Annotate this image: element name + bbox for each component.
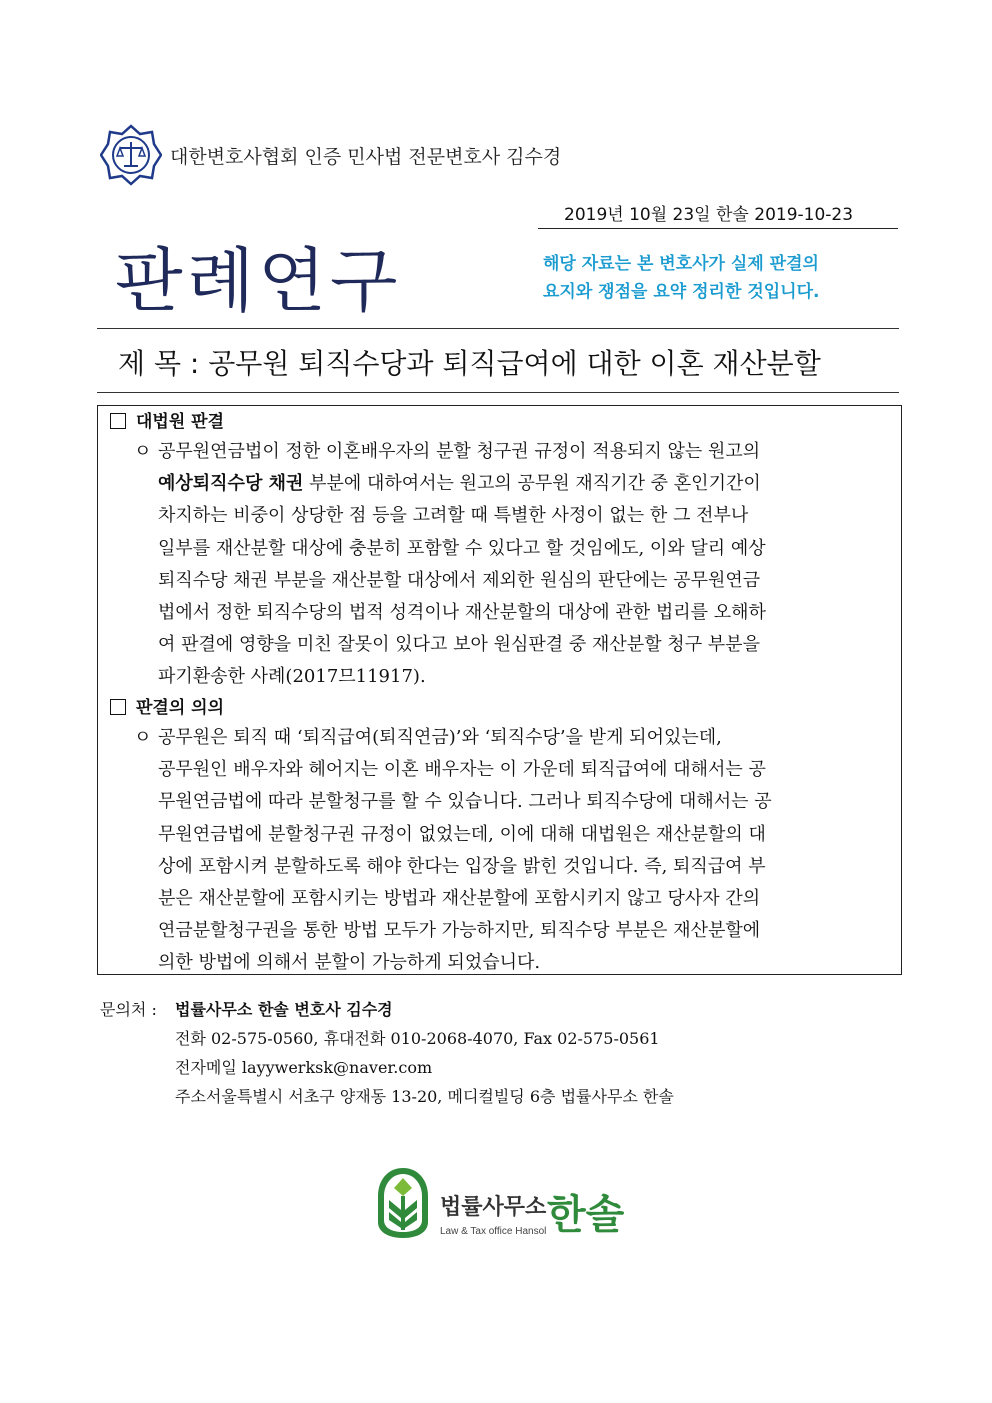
notice-line-1: 해당 자료는 본 변호사가 실제 판결의: [543, 254, 819, 274]
logo-name-small: 법률사무소: [440, 1195, 547, 1220]
contact-email: 전자메일 layywerksk@naver.com: [175, 1058, 433, 1077]
notice-line-2: 요지와 쟁점을 요약 정리한 것입니다.: [543, 282, 820, 302]
attorney-credential: 대한변호사협회 인증 민사법 전문변호사 김수경: [170, 146, 562, 168]
bar-association-seal: [100, 124, 162, 186]
divider-bottom: [97, 392, 899, 393]
checkbox-square-icon: [110, 699, 126, 715]
ruling-paragraph: ㅇ 공무원연금법이 정한 이혼배우자의 분할 청구권 규정이 적용되지 않는 원고의 예상퇴직수당 채권 부분에 대하여서는 원고의 공무원 재직기간 중 혼인기간이 차지하는 비중이 상당한 점 등을 고려할 때 특별한 사정이 없는 한 그 전부나 일부를 재산분할 대상에 충분히 포함할 수 있다고 할 것임에도, 이와 달리 예상 퇴직수당 채권 부분을 재산분할 대상에서 제외한 원심의 판단에는 공무원연금 법에서 정한 퇴직수당의 법적 성격이나 재산분할의 대상에 관한 법리를 오해하 여 판결에 영향을 미친 잘못이 있다고 보아 원심판결 중 재산분할 청구 부분을 파기환송한 사례(2017므11917).: [134, 436, 896, 694]
emphasis-text: 예상퇴직수당 채권: [158, 473, 304, 495]
date-line: 2019년 10월 23일 한솔 2019-10-23: [538, 200, 898, 229]
meaning-paragraph: ㅇ 공무원은 퇴직 때 ‘퇴직급여(퇴직연금)’와 ‘퇴직수당’을 받게 되어있는데, 공무원인 배우자와 헤어지는 이혼 배우자는 이 가운데 퇴직급여에 대해서는 공 무원연금법에 따라 분할청구를 할 수 있습니다. 그러나 퇴직수당에 대해서는 공 무원연금법에 분할청구권 규정이 없었는데, 이에 대해 대법원은 재산분할의 대 상에 포함시켜 분할하도록 해야 한다는 입장을 밝힌 것입니다. 즉, 퇴직급여 부 분은 재산분할에 포함시키는 방법과 재산분할에 포함시키지 않고 당사자 간의 연금분할청구권을 통한 방법 모두가 가능하지만, 퇴직수당 부분은 재산분할에 의한 방법에 의해서 분할이 가능하게 되었습니다.: [134, 722, 896, 980]
section-heading-ruling: 대법원 판결: [110, 407, 224, 432]
contact-firm: 법률사무소 한솔 변호사 김수경: [175, 1000, 393, 1019]
logo-name-english: Law & Tax office Hansol: [440, 1226, 547, 1237]
firm-logo-icon: [374, 1166, 432, 1240]
divider-top: [97, 328, 899, 329]
contact-label: 문의처 :: [100, 1000, 157, 1019]
bullet-icon: ㅇ: [134, 441, 152, 462]
contact-address: 주소서울특별시 서초구 양재동 13-20, 메디컬빌딩 6층 법률사무소 한솔: [175, 1087, 674, 1106]
contact-block: [100, 995, 674, 1111]
section-heading-meaning: 판결의 의의: [110, 693, 224, 718]
logo-name-big: 한솔: [547, 1192, 625, 1238]
checkbox-square-icon: [110, 413, 126, 429]
subject-title: 제 목 : 공무원 퇴직수당과 퇴직급여에 대한 이혼 재산분할: [118, 347, 821, 380]
contact-phone: 전화 02-575-0560, 휴대전화 010-2068-4070, Fax 02-575-0561: [175, 1029, 660, 1048]
notice: [543, 250, 873, 306]
page-title: 판례연구: [115, 240, 402, 322]
bullet-icon: ㅇ: [134, 727, 152, 748]
